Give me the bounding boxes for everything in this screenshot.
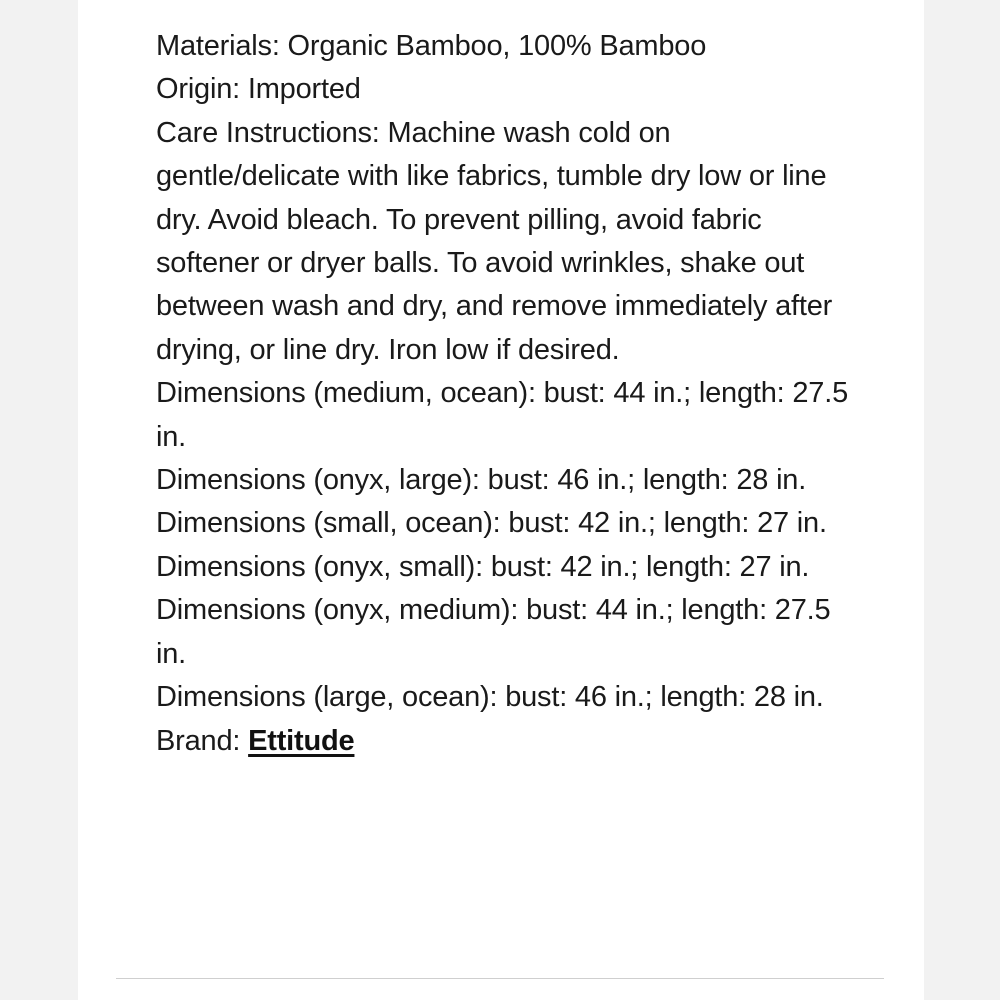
materials-line: Materials: Organic Bamboo, 100% Bamboo: [156, 30, 707, 62]
bottom-divider: [116, 978, 884, 979]
brand-label: Brand:: [156, 724, 249, 757]
dimensions-line: Dimensions (onyx, small): bust: 42 in.; length: 27 in.: [156, 550, 810, 583]
care-instructions-line: Care Instructions: Machine wash cold on gentle/delicate with like fabrics, tumble dry low or line dry. Avoid bleach. To prevent pilling, avoid fabric softener or dryer balls. To avoid wrinkles, shake out between wash and dry, and remove immediately after drying, or line dry. Iron low if desired.: [156, 116, 833, 366]
product-details-list: [156, 25, 856, 763]
dimensions-line: Dimensions (large, ocean): bust: 46 in.; length: 28 in.: [156, 681, 824, 714]
dimensions-line: Dimensions (small, ocean): bust: 42 in.; length: 27 in.: [156, 507, 827, 540]
brand-line: [156, 720, 856, 763]
dimensions-line: Dimensions (onyx, large): bust: 46 in.; length: 28 in.: [156, 464, 807, 497]
brand-link[interactable]: Ettitude: [248, 724, 355, 757]
dimensions-line: Dimensions (medium, ocean): bust: 44 in.; length: 27.5 in.: [156, 377, 849, 453]
dimensions-line: Dimensions (onyx, medium): bust: 44 in.; length: 27.5 in.: [156, 594, 831, 670]
origin-line: Origin: Imported: [156, 73, 361, 106]
